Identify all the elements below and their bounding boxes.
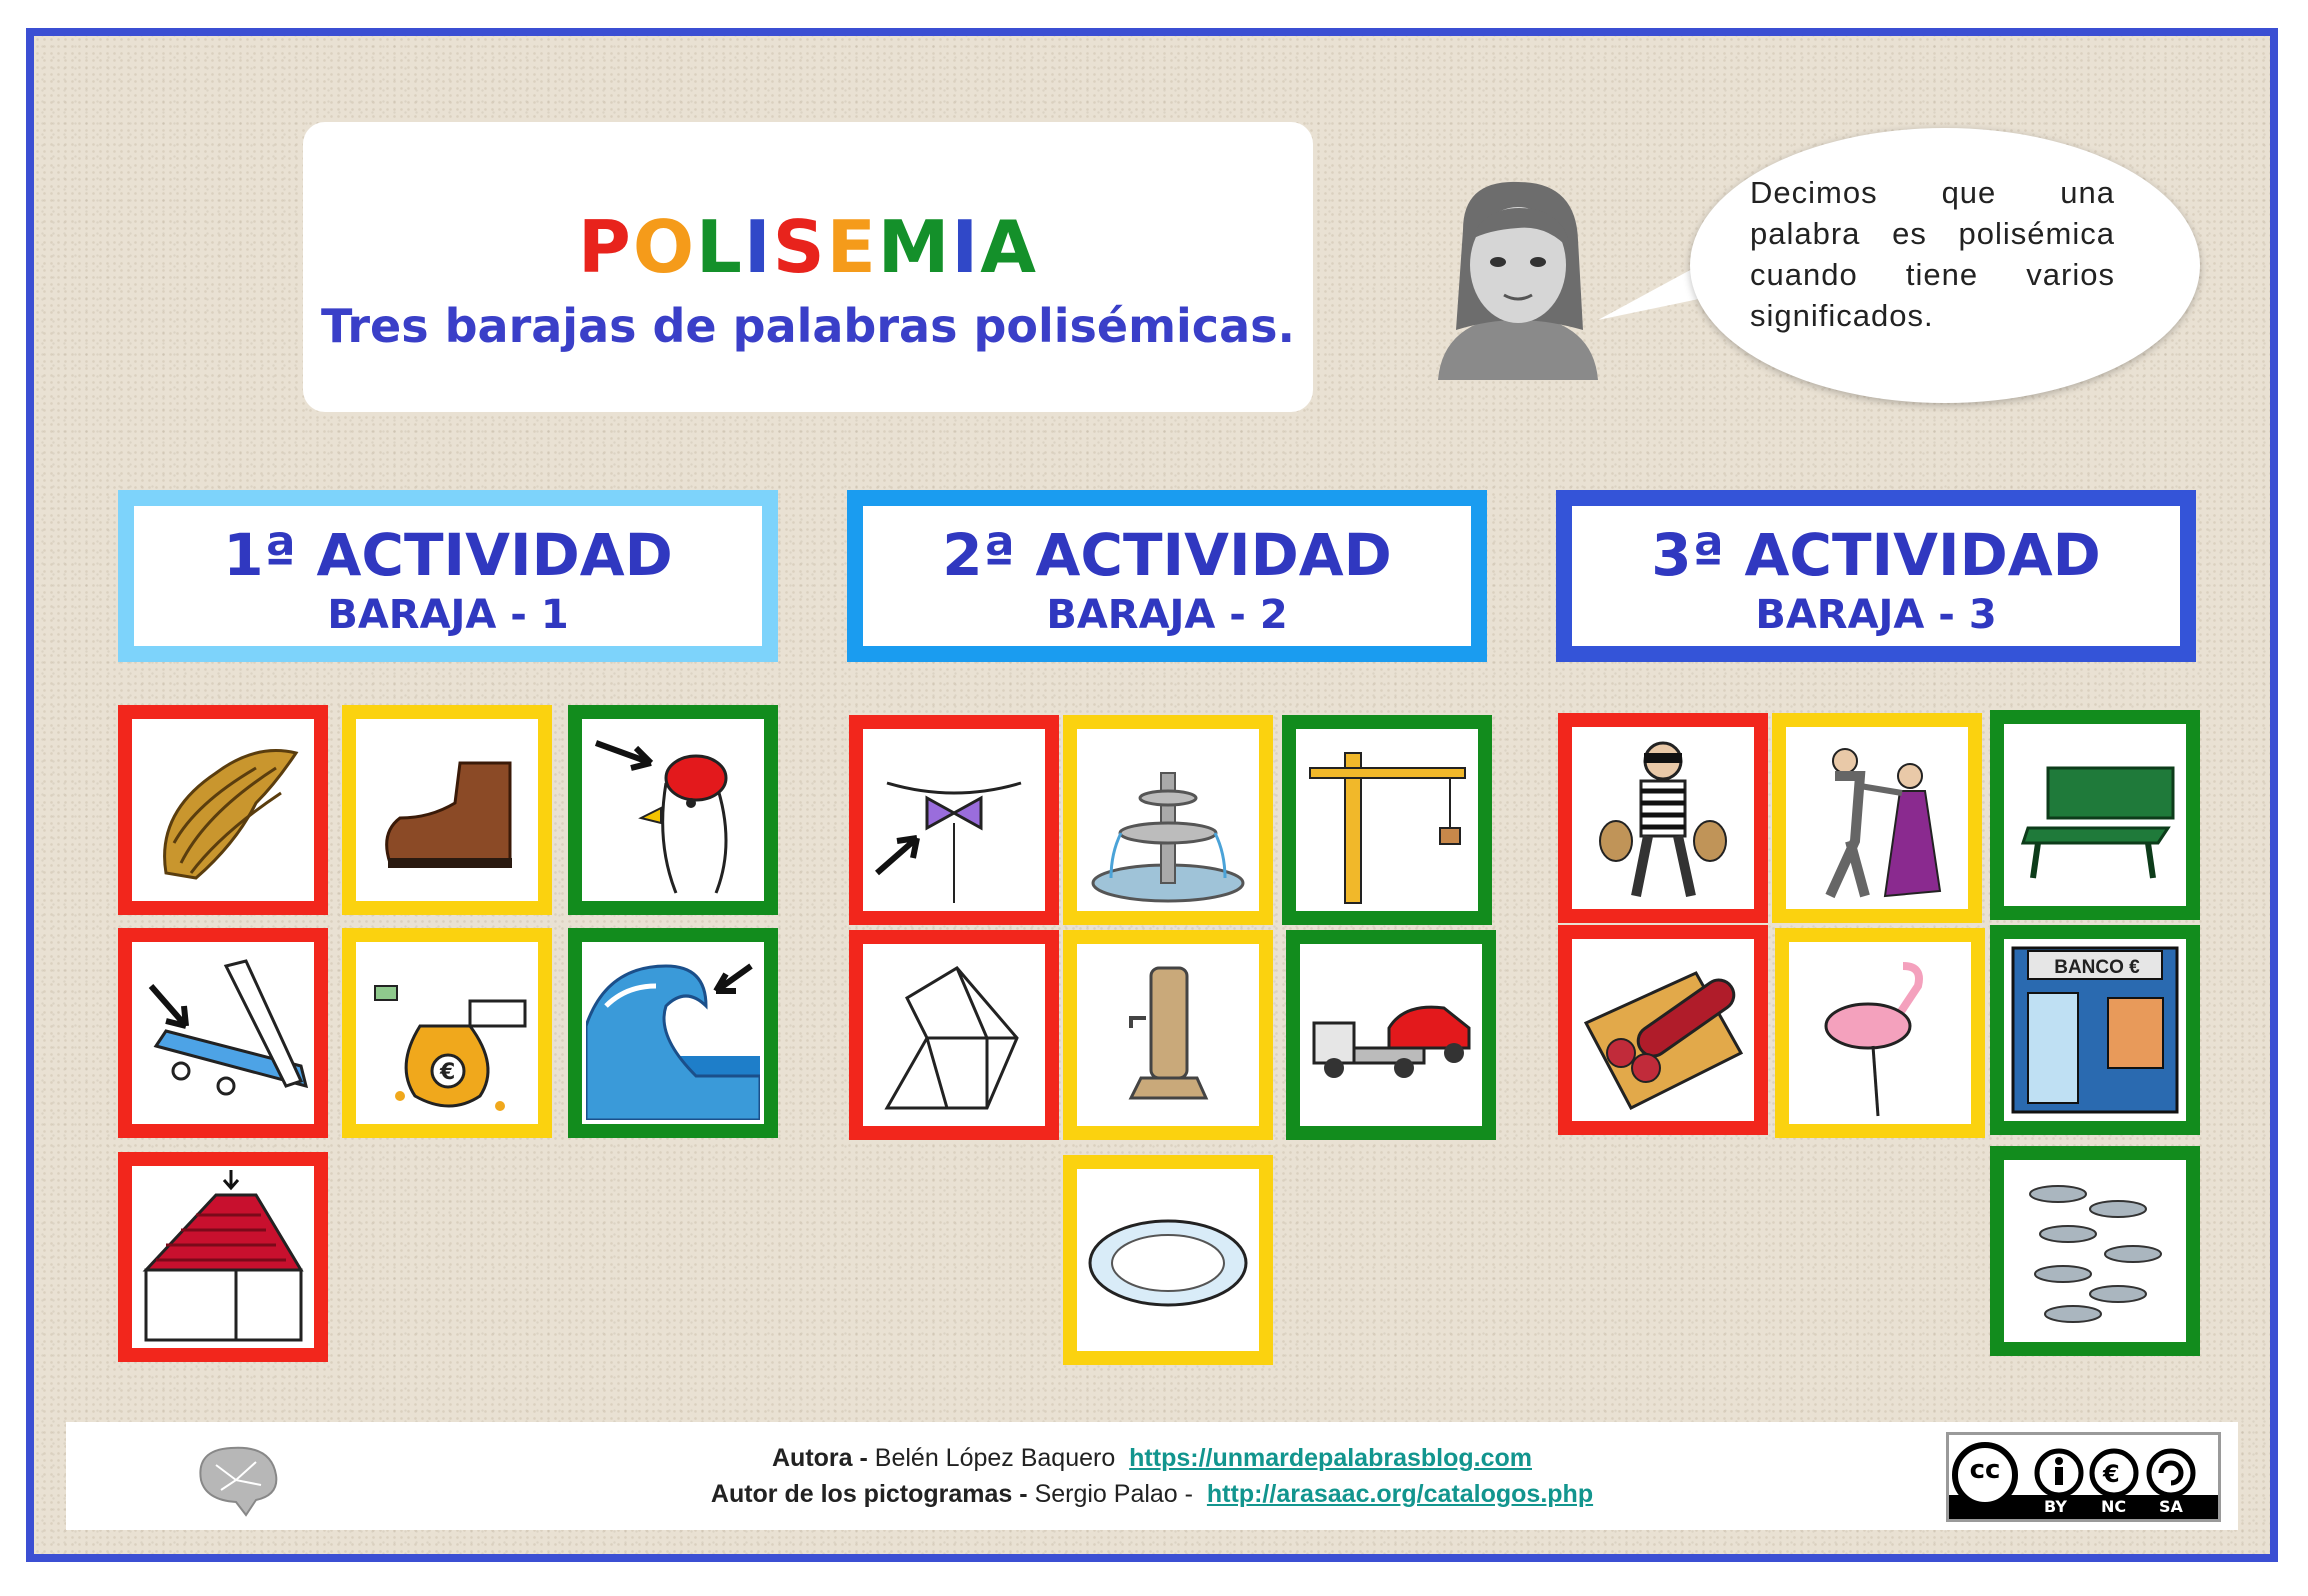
card-thief[interactable] [1558,713,1768,923]
card-dancers[interactable] [1772,713,1982,923]
author-label: Autora - [772,1444,868,1472]
activity-2-header[interactable] [847,490,1487,662]
bank-sign: BANCO € [2054,957,2140,978]
card-airplane[interactable] [118,928,328,1138]
card-bow-tie[interactable] [849,715,1059,925]
cc-mark: cc [1969,1455,2001,1485]
park-bench-icon [2008,728,2182,902]
plate-icon [1081,1173,1255,1347]
title-letter: A [980,205,1038,289]
card-fish[interactable] [1990,1146,2200,1356]
tow-truck-icon [1304,948,1478,1122]
svg-text:€: € [440,1060,456,1085]
thief-icon [1576,731,1750,905]
pictogram-author: Sergio Palao - [1034,1480,1193,1508]
deck-label: BARAJA - 2 [1046,592,1288,638]
title-letter: O [632,205,697,289]
title-letter: E [826,205,878,289]
title-letter: S [772,205,827,289]
boot-icon [360,723,534,897]
card-bank[interactable] [1990,925,2200,1135]
bow-tie-icon [867,733,1041,907]
author-link[interactable]: https://unmardepalabrasblog.com [1129,1444,1532,1472]
credits [66,1440,2238,1512]
origami-bird-icon [867,948,1041,1122]
bubble-text: Decimos que una palabra es polisémica cuando tiene varios significados. [1750,175,2115,333]
author-name: Belén López Baquero [874,1444,1116,1472]
svg-text:€: € [2103,1460,2120,1488]
deck-label: BARAJA - 1 [327,592,569,638]
activity-3-header[interactable] [1556,490,2196,662]
footer [66,1422,2238,1530]
card-origami[interactable] [849,930,1059,1140]
wing-icon [136,723,310,897]
page-title [303,207,1313,287]
card-wing[interactable] [118,705,328,915]
license-sa: SA [2159,1497,2183,1516]
airplane-wing-icon [136,946,310,1120]
activity-1-header[interactable] [118,490,778,662]
teacher-avatar-icon [1418,170,1618,380]
card-flamingo[interactable] [1775,928,1985,1138]
card-plate[interactable] [1063,1155,1273,1365]
fish-shoal-icon [2008,1164,2182,1338]
card-roof[interactable] [118,1152,328,1362]
card-money-bag[interactable] [342,928,552,1138]
card-drinking-fountain[interactable] [1063,930,1273,1140]
rooster-crest-icon [586,723,760,897]
pictogram-line [66,1476,2238,1512]
activity-title: 1ª ACTIVIDAD [223,521,673,589]
license-badge[interactable] [1946,1432,2221,1522]
title-letter: P [578,205,633,289]
page-subtitle: Tres barajas de palabras polisémicas. [321,299,1295,353]
license-by: BY [2044,1497,2067,1516]
title-letter: I [743,205,773,289]
dancers-icon [1790,731,1964,905]
drinking-fountain-icon [1081,948,1255,1122]
license-nc: NC [2101,1497,2127,1516]
deck-label: BARAJA - 3 [1755,592,1997,638]
card-fountain[interactable] [1063,715,1273,925]
flamingo-icon [1793,946,1967,1120]
card-bench[interactable] [1990,710,2200,920]
card-boot[interactable] [342,705,552,915]
pictogram-link[interactable]: http://arasaac.org/catalogos.php [1206,1480,1594,1508]
wave-crest-icon [586,946,760,1120]
title-letter: I [951,205,981,289]
activity-title: 3ª ACTIVIDAD [1651,521,2101,589]
activity-title: 2ª ACTIVIDAD [942,521,1392,589]
card-rooster[interactable] [568,705,778,915]
card-tow-truck[interactable] [1286,930,1496,1140]
author-line [66,1440,2238,1476]
card-crane[interactable] [1282,715,1492,925]
roof-icon [136,1170,310,1344]
title-letter: L [696,205,744,289]
crane-icon [1300,733,1474,907]
pictogram-label: Autor de los pictogramas - [710,1480,1028,1508]
fountain-icon [1081,733,1255,907]
title-card [303,122,1313,412]
money-bag-icon [360,946,534,1120]
salami-icon [1576,943,1750,1117]
card-salami[interactable] [1558,925,1768,1135]
title-letter: M [877,205,952,289]
card-wave[interactable] [568,928,778,1138]
